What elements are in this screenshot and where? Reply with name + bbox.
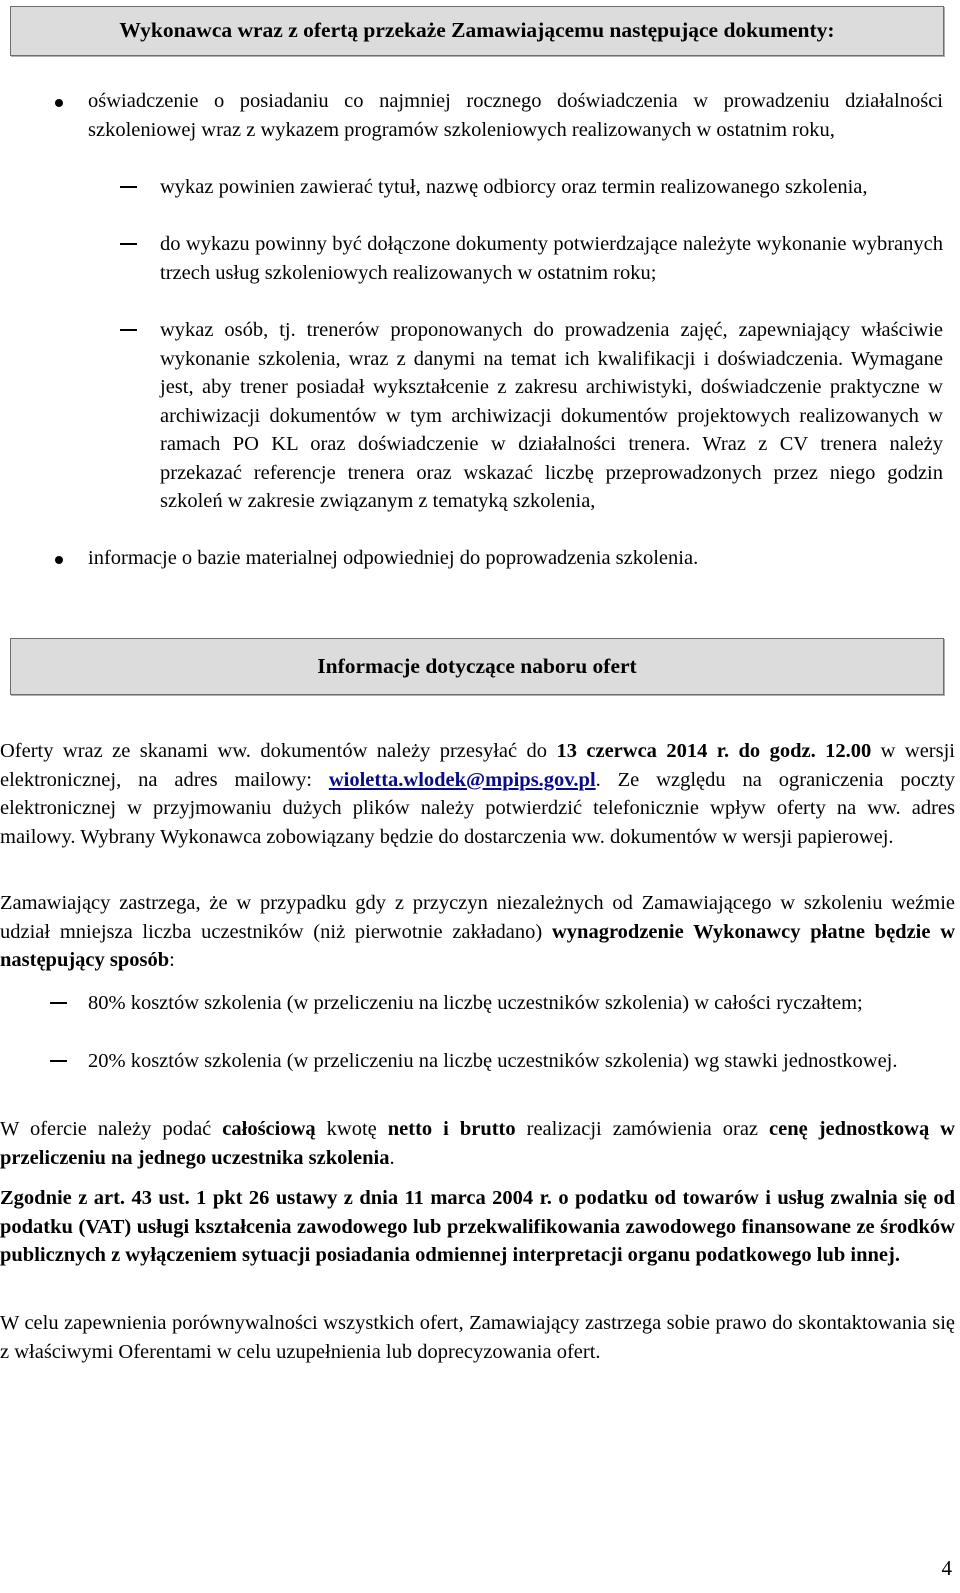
list-item-trainers: wykaz osób, tj. trenerów proponowanych do prowadzenia zajęć, zapewniający właściwie wykonanie szkolenia, wraz z danymi na temat ich kwalifikacji i doświadczenia. Wymagane jest, aby trener posiadał wykształcenie z zakresu archiwistyki, doświadczenie praktyczne w archiwizacji dokumentów w tym archiwizacji dokumentów projektowych realizowanych w ramach PO KL oraz doświadczenie w działalności trenera. Wraz z CV trenera należy przekazać referencje trenera oraz wskazać liczbę przeprowadzonych przez niego godzin szkoleń w zakresie związanym z tematyką szkolenia, [160,319,943,512]
text: . [389,1146,395,1169]
text: realizacji zamówienia oraz [515,1118,770,1140]
list-item-20-percent: 20% kosztów szkolenia (w przeliczeniu na liczbę uczestników szkolenia) wg stawki jednostkowej. [88,1050,898,1072]
bold-text: cenę jednostkową w przeliczeniu na jednego uczestnika szkolenia [0,1118,955,1169]
bold-text: całościową [222,1118,316,1140]
paragraph-contact: W celu zapewnienia porównywalności wszystkich ofert, Zamawiający zastrzega sobie prawo do skontaktowania się z właściwymi Oferentami w celu uzupełnienia lub doprecyzowania ofert. [0,1312,955,1363]
paragraph-reservation [0,889,955,975]
section-heading-offers [10,638,944,695]
dash-icon [50,1002,67,1004]
text: w wersji elektronicznej, na adres mailowy: [0,740,956,791]
deadline: 13 czerwca 2014 r. do godz. 12.00 [556,740,872,762]
section-heading-offers-text: Informacje dotyczące naboru ofert [317,654,637,678]
section-heading-documents-text: Wykonawca wraz z ofertą przekaże Zamawiającemu następujące dokumenty: [119,18,835,42]
dash-icon [120,186,137,188]
paragraph-price [0,1115,955,1172]
remuneration-phrase: wynagrodzenie Wykonawcy płatne będzie w następujący sposób [0,920,956,971]
email-link[interactable]: wioletta.wlodek@mpips.gov.pl [328,768,596,791]
dash-icon [120,329,137,331]
text: Oferty wraz ze skanami ww. dokumentów należy przesyłać do [0,740,557,762]
text: . Ze względu na ograniczenia poczty elektronicznej w przyjmowaniu dużych plików należy potwierdzić telefonicznie wpływ oferty na ww. adres mailowy. Wybrany Wykonawca zobowiązany będzie do dostarczenia ww. dokumentów w wersji papierowej. [0,768,955,848]
paragraph-submission [0,737,955,851]
text: : [169,949,175,971]
list-item-attached-documents: do wykazu powinny być dołączone dokumenty potwierdzające należyte wykonanie wybranych trzech usług szkoleniowych realizowanych w ostatnim roku; [160,233,943,284]
list-item-80-percent: 80% kosztów szkolenia (w przeliczeniu na liczbę uczestników szkolenia) w całości ryczałtem; [88,992,863,1014]
bullet-icon [55,556,63,564]
dash-icon [50,1060,67,1062]
bullet-icon [55,99,63,107]
list-item-material-base: informacje o bazie materialnej odpowiedniej do poprowadzenia szkolenia. [88,547,699,569]
text: Zamawiający zastrzega, że w przypadku gdy z przyczyn niezależnych od Zamawiającego w szkoleniu weźmie udział mniejsza liczba uczestników (niż pierwotnie zakładano) [0,892,955,943]
text: W ofercie należy podać [0,1118,223,1140]
text: kwotę [315,1118,388,1140]
paragraph-vat: Zgodnie z art. 43 ust. 1 pkt 26 ustawy z dnia 11 marca 2004 r. o podatku od towarów i usług zwalnia się od podatku (VAT) usługi kształcenia zawodowego lub przekwalifikowania zawodowego finansowane ze środków publicznych z wyłączeniem sytuacji posiadania odmiennej interpretacji organu podatkowego lub innej. [0,1187,955,1266]
section-heading-documents [10,6,944,56]
dash-icon [120,243,137,245]
list-item-wykaz-content: wykaz powinien zawierać tytuł, nazwę odbiorcy oraz termin realizowanego szkolenia, [160,176,868,198]
page-number: 4 [941,1556,952,1580]
bold-text: netto i brutto [387,1118,516,1140]
list-item-experience: oświadczenie o posiadaniu co najmniej rocznego doświadczenia w prowadzeniu działalności szkoleniowej wraz z wykazem programów szkoleniowych realizowanych w ostatnim roku, [88,90,943,141]
